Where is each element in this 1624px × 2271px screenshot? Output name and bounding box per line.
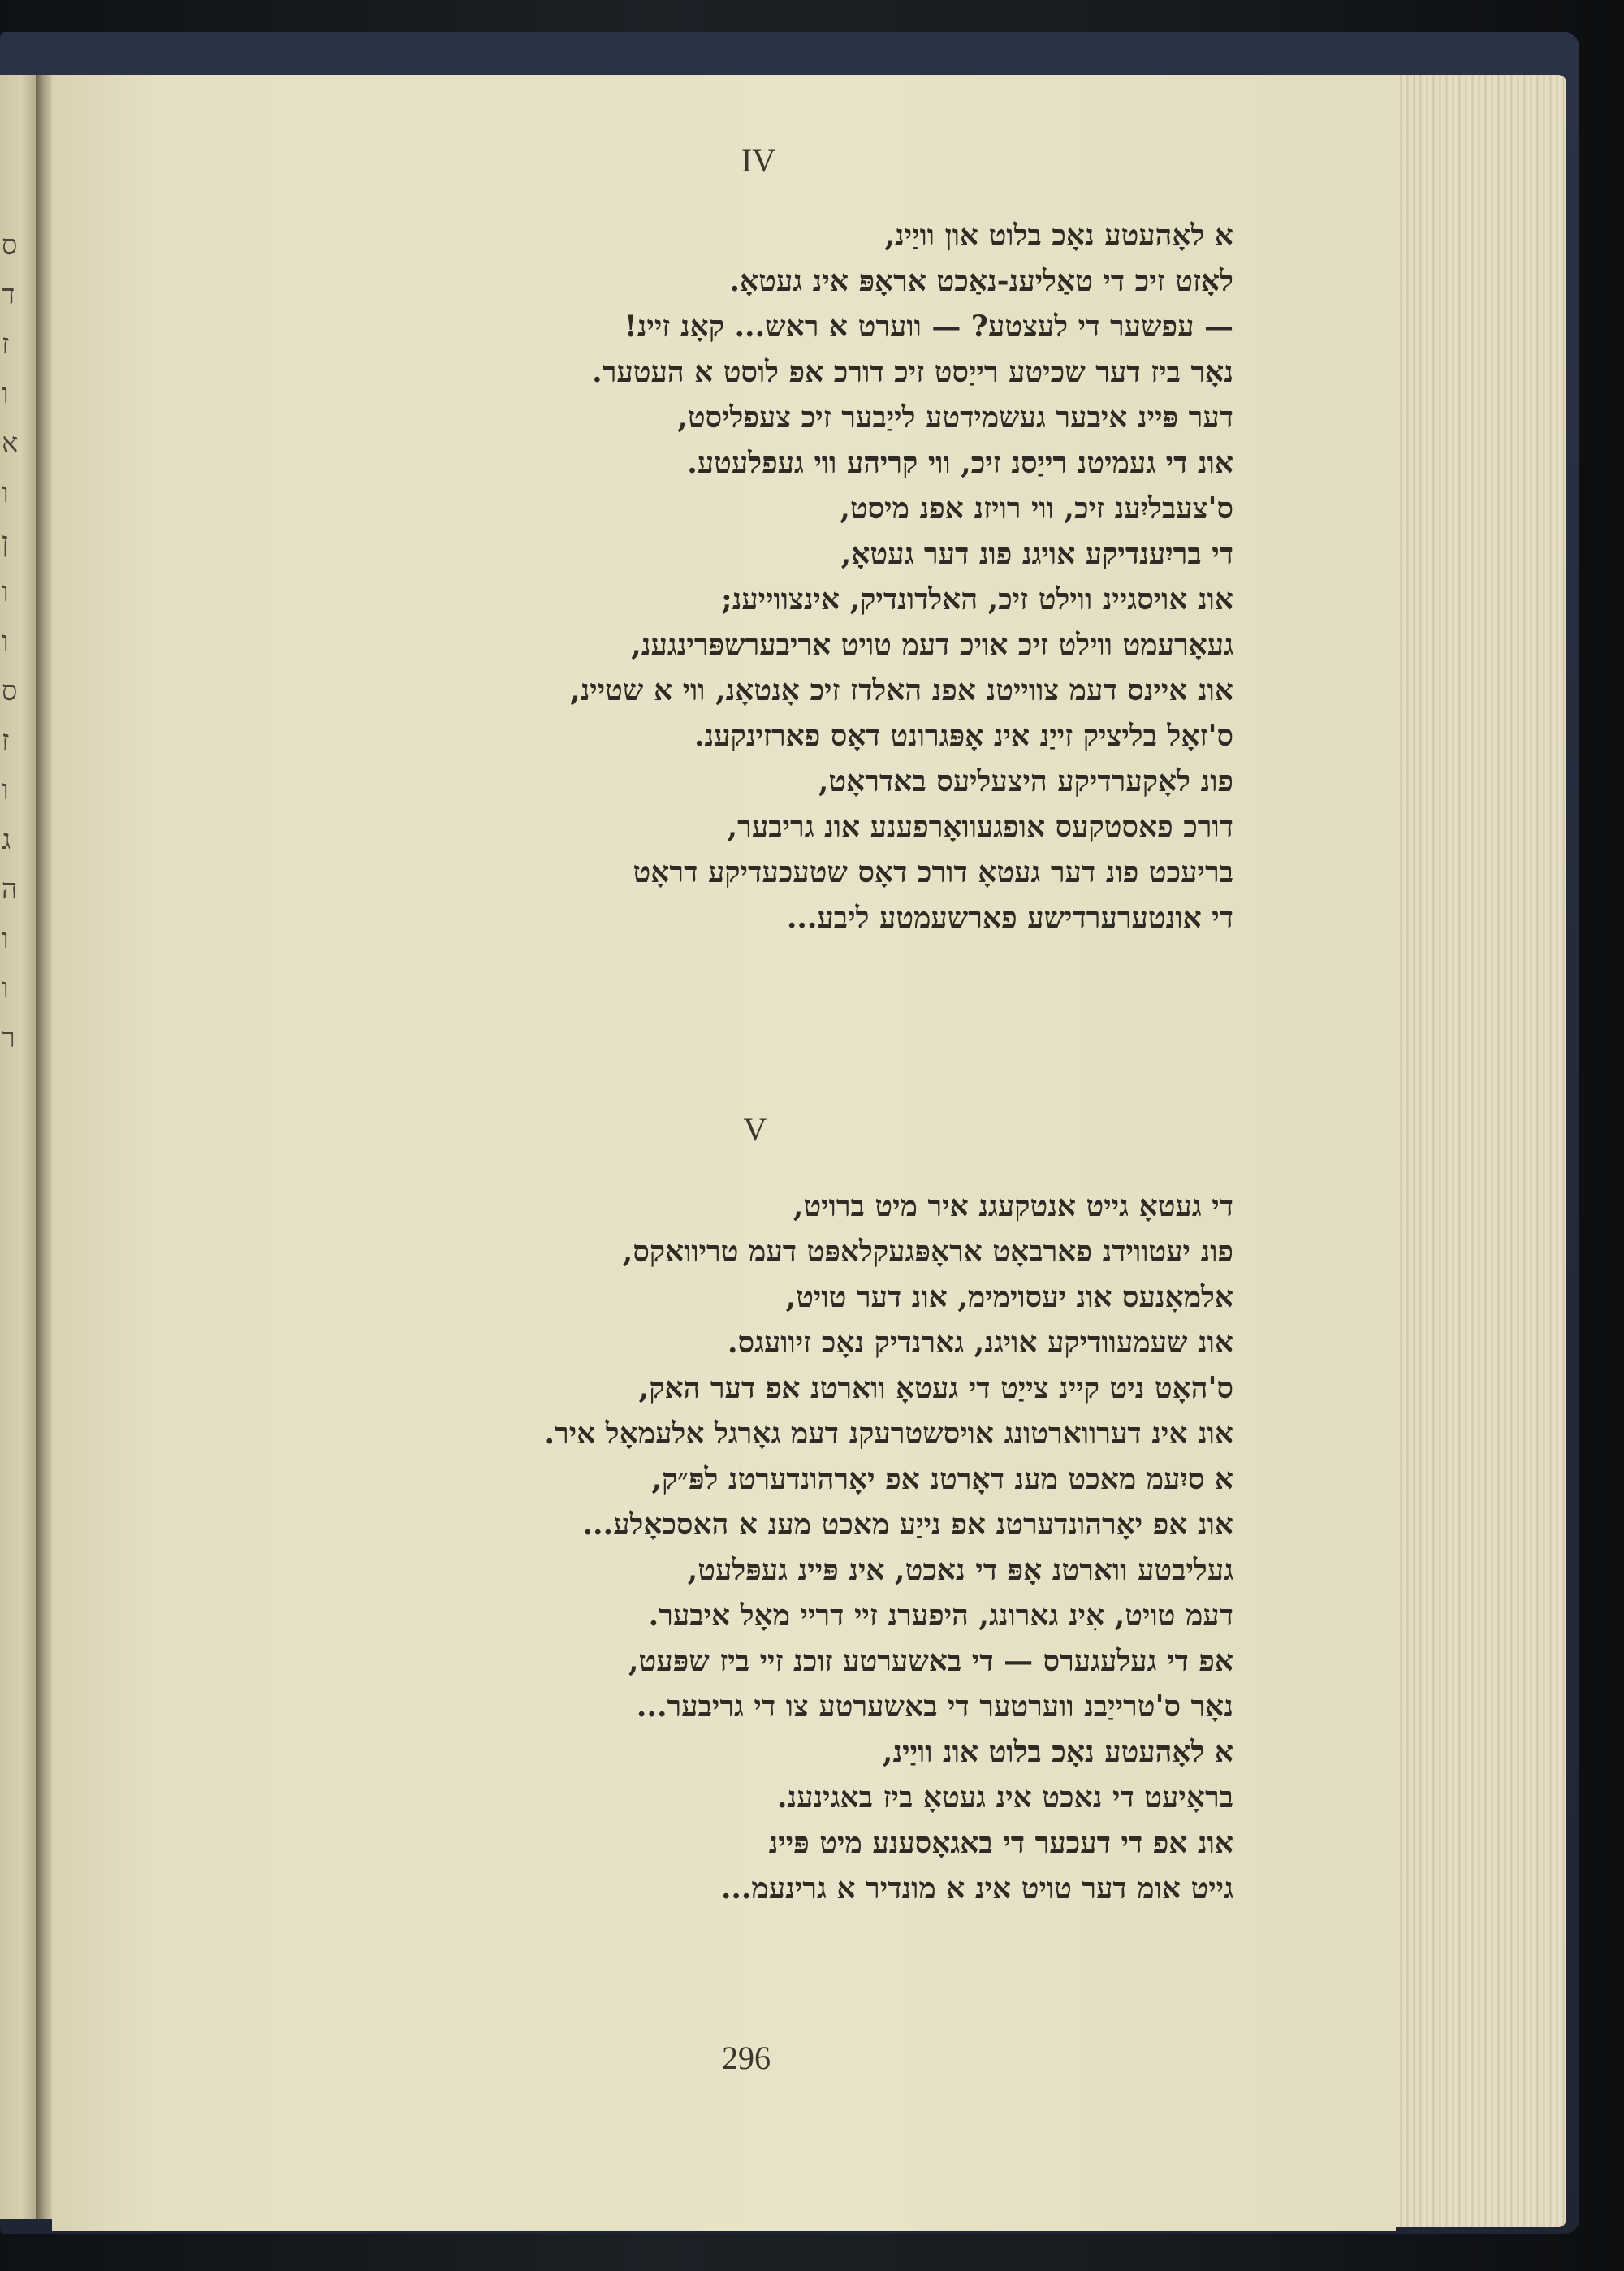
poem-line: אונ אינ דערווארטונג אויסשטרעקנ דעמ גאָרגל אלעמאָל איר.	[544, 1417, 1233, 1451]
page-edges	[1396, 75, 1566, 2227]
left-page-letter: ו	[2, 774, 9, 807]
left-page-letter: ו	[2, 576, 9, 608]
poem-line: דער פּיינ איבער געשמידטע לייַבער זיכ צעפליסט,	[677, 400, 1233, 435]
poem-line: די געטאָ גייט אנטקעגנ איר מיט ברויט,	[793, 1189, 1233, 1223]
poem-line: אונ די געמיטנ רייַסנ זיכ, ווי קריהע ווי געפלעטע.	[687, 446, 1233, 480]
right-page	[52, 75, 1396, 2231]
left-page-letter: ס	[2, 675, 18, 707]
section-iv-numeral: IV	[741, 142, 776, 179]
gutter	[36, 75, 52, 2219]
poem-line: פונ יעטווידנ פארבאָט אראָפּגעקלאפּט דעמ טריוואקס,	[622, 1235, 1233, 1269]
poem-line: א סיִעמ מאכט מענ דאָרטנ אפ יאָרהונדערטנ לפּ״ק,	[651, 1462, 1233, 1496]
left-page-letter: ג	[2, 824, 11, 856]
poem-line: אונ איינס דעמ צווייטנ אפנ האלדז זיכ אָנטאָנ, ווי א שטיינ,	[570, 673, 1233, 707]
poem-line: גייט אומ דער טויט אינ א מונדיר א גרינעמ...	[720, 1871, 1233, 1905]
poem-line: א לאָהעטע נאָכ בלוט אונ וויַינ,	[882, 1735, 1233, 1769]
section-v-poem	[545, 1183, 1234, 1911]
left-page-letter: ד	[2, 279, 15, 311]
left-page-letter: ה	[2, 873, 18, 906]
left-page-letter: ר	[2, 1022, 15, 1054]
left-page-letter: ן	[2, 526, 9, 559]
left-page-letter: ז	[2, 328, 10, 361]
left-page-letter: ו	[2, 378, 9, 410]
left-page-letter: א	[2, 427, 19, 460]
left-page-letter: ו	[2, 972, 9, 1005]
left-page-letter: ו	[2, 477, 9, 509]
poem-line: געאָרעמט ווילט זיכ אויכ דעמ טויט אריבערשפּרינגענ,	[631, 628, 1233, 662]
poem-line: אונ אפ די דעכער די באגאָסענע מיט פּיינ	[768, 1826, 1233, 1860]
section-v-numeral: V	[743, 1111, 767, 1148]
poem-line: — עפשער די לעצטע? — ווערט א ראש... קאָנ זיינ!	[624, 309, 1233, 344]
poem-line: נאָר ס'טרייַבנ ווערטער די באשערטע צו די גריבער...	[636, 1689, 1233, 1724]
poem-line: א לאָהעטע נאָכ בלוט און וויַינ,	[884, 218, 1233, 253]
poem-line: ס'זאָל בליציק זייַנ אינ אָפּגרונט דאָס פארזינקענ.	[693, 719, 1233, 753]
poem-line: לאָזט זיכ די טאַליענ-נאַכט אראָפּ אינ געטאָ.	[729, 264, 1233, 298]
poem-line: געליבטע ווארטנ אָפּ די נאכט, אינ פּיינ געפּלעט,	[687, 1553, 1233, 1587]
left-page-letter: ו	[2, 625, 9, 658]
poem-line: ס'האָט ניט קיינ צייַט די געטאָ ווארטנ אפ דער האק,	[638, 1371, 1233, 1405]
left-page-letter: ס	[2, 229, 18, 262]
left-page-letter: ז	[2, 725, 10, 757]
left-page-letter: ו	[2, 923, 9, 955]
poem-line: אפ די געלעגערס — די באשערטע זוכנ זיי ביז שפּעט,	[628, 1644, 1233, 1678]
poem-line: אלמאָנעס אונ יעסוימימ, אונ דער טויט,	[785, 1280, 1233, 1314]
poem-line: פונ לאָקערדיקע היצעליעס באדראָט,	[818, 764, 1233, 798]
page-number: 296	[722, 2040, 771, 2076]
poem-line: די בריִענדיקע אויגנ פונ דער געטאָ,	[840, 537, 1233, 571]
section-iv-poem	[570, 213, 1233, 941]
left-page-text	[2, 221, 26, 1063]
poem-line: דורכ פאסטקעס אופגעוואָרפענע אונ גריבער,	[727, 810, 1233, 844]
poem-line: ס'צעבליִענ זיכ, ווי רויזנ אפנ מיסט,	[840, 491, 1233, 526]
left-page-edge	[0, 75, 36, 2219]
poem-line: אונ אויסגיינ ווילט זיכ, האלדונדיק, אינצווייענ;	[721, 582, 1233, 616]
poem-line: נאָר ביז דער שכיטע רייַסט זיכ דורכ אפ לוסט א העטער.	[592, 355, 1233, 389]
poem-line: אונ אפ יאָרהונדערטנ אפ נייַע מאכט מענ א האסכאָלע...	[582, 1508, 1233, 1542]
poem-line: דעמ טויט, אִינ גארונג, היפערנ זיי דריי מאָל איבער.	[648, 1598, 1233, 1633]
poem-line: אונ שעמעוודיקע אויגנ, גארנדיק נאָכ זיוועגס.	[728, 1326, 1233, 1360]
poem-line: בריעכט פונ דער געטאָ דורכ דאָס שטעכעדיקע דראָט	[633, 855, 1233, 889]
poem-line: בראָיעט די נאכט אינ געטאָ ביז באגינענ.	[776, 1780, 1233, 1815]
poem-line: די אונטערערדישע פארשעמטע ליבע...	[786, 901, 1233, 935]
